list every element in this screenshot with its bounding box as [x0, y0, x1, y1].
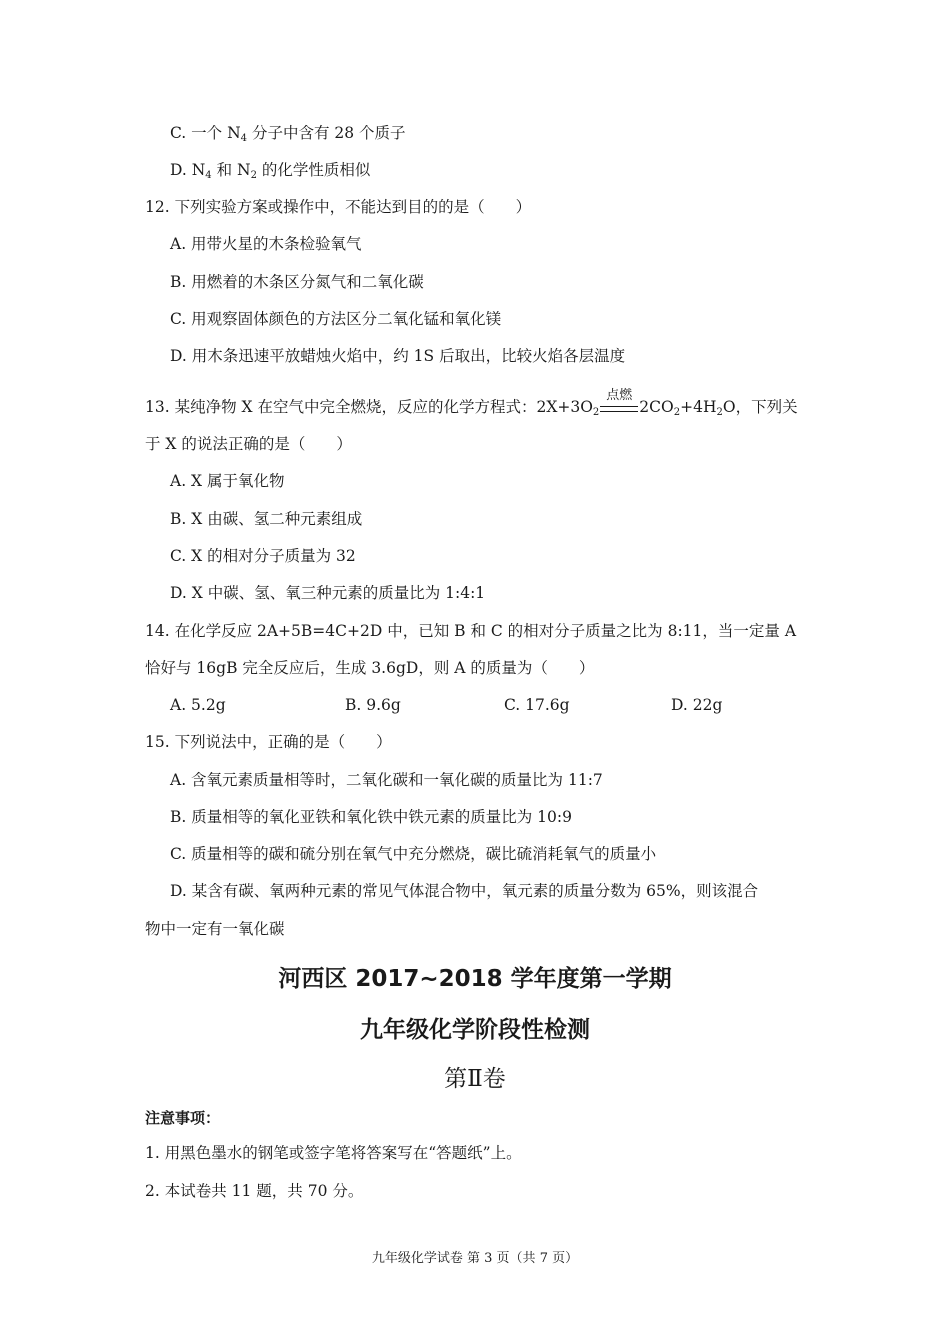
- notice-item-2: 2. 本试卷共 11 题，共 70 分。: [145, 1182, 364, 1200]
- q15-option-b: B. 质量相等的氧化亚铁和氧化铁中铁元素的质量比为 10:9: [170, 808, 572, 826]
- q12-option-b: B. 用燃着的木条区分氮气和二氧化碳: [170, 273, 424, 291]
- q15-stem: 15. 下列说法中，正确的是（ ）: [145, 733, 392, 751]
- q15-option-a: A. 含氧元素质量相等时，二氧化碳和一氧化碳的质量比为 11:7: [170, 771, 603, 789]
- q13-option-b: B. X 由碳、氢二种元素组成: [170, 510, 363, 528]
- q14-option-c: C. 17.6g: [504, 696, 570, 714]
- q14-stem: 14. 在化学反应 2A+5B=4C+2D 中，已知 B 和 C 的相对分子质量之比为 8:11，当一定量 A: [145, 622, 797, 640]
- q14-option-b: B. 9.6g: [345, 696, 401, 714]
- exam-subtitle: 九年级化学阶段性检测: [360, 1017, 590, 1043]
- q12-stem: 12. 下列实验方案或操作中，不能达到目的的是（ ）: [145, 198, 532, 216]
- q12-option-d: D. 用木条迅速平放蜡烛火焰中，约 1S 后取出，比较火焰各层温度: [170, 347, 626, 365]
- q15-option-d-line2: 物中一定有一氧化碳: [145, 920, 285, 938]
- volume-title: 第Ⅱ卷: [444, 1066, 506, 1092]
- q14-stem-line2: 恰好与 16gB 完全反应后，生成 3.6gD，则 A 的质量为（ ）: [145, 659, 595, 677]
- q13-stem-line2: 于 X 的说法正确的是（ ）: [145, 435, 352, 453]
- page-footer: 九年级化学试卷 第 3 页（共 7 页）: [371, 1251, 579, 1266]
- q13-option-a: A. X 属于氧化物: [170, 472, 285, 490]
- q14-option-d: D. 22g: [671, 696, 723, 714]
- q15-option-c: C. 质量相等的碳和硫分别在氧气中充分燃烧，碳比硫消耗氧气的质量小: [170, 845, 657, 863]
- q12-option-c: C. 用观察固体颜色的方法区分二氧化锰和氧化镁: [170, 310, 502, 328]
- exam-title: 河西区 2017~2018 学年度第一学期: [278, 966, 672, 992]
- q13-option-d: D. X 中碳、氢、氧三种元素的质量比为 1:4:1: [170, 584, 486, 602]
- q13-stem: 13. 某纯净物 X 在空气中完全燃烧，反应的化学方程式：$2X+3O_2$ 点燃 $2CO_2+4H_2O$，下列关: [145, 396, 798, 418]
- reaction-condition: 点燃: [606, 388, 633, 403]
- reaction-condition-mark: [599, 388, 639, 418]
- q11-option-c: C. 一个 $N_4$ 分子中含有 28 个质子: [170, 124, 406, 144]
- q12-option-a: A. 用带火星的木条检验氧气: [170, 235, 362, 253]
- q14-option-a: A. 5.2g: [170, 696, 226, 714]
- q15-option-d: D. 某含有碳、氧两种元素的常见气体混合物中，氧元素的质量分数为 65%，则该混合: [170, 882, 759, 900]
- notice-label: 注意事项：: [145, 1109, 221, 1127]
- q11-option-d: D. $N_4$ 和 $N_2$ 的化学性质相似: [170, 161, 371, 181]
- q13-option-c: C. X 的相对分子质量为 32: [170, 547, 356, 565]
- notice-item-1: 1. 用黑色墨水的钢笔或签字笔将答案写在“答题纸”上。: [145, 1144, 522, 1162]
